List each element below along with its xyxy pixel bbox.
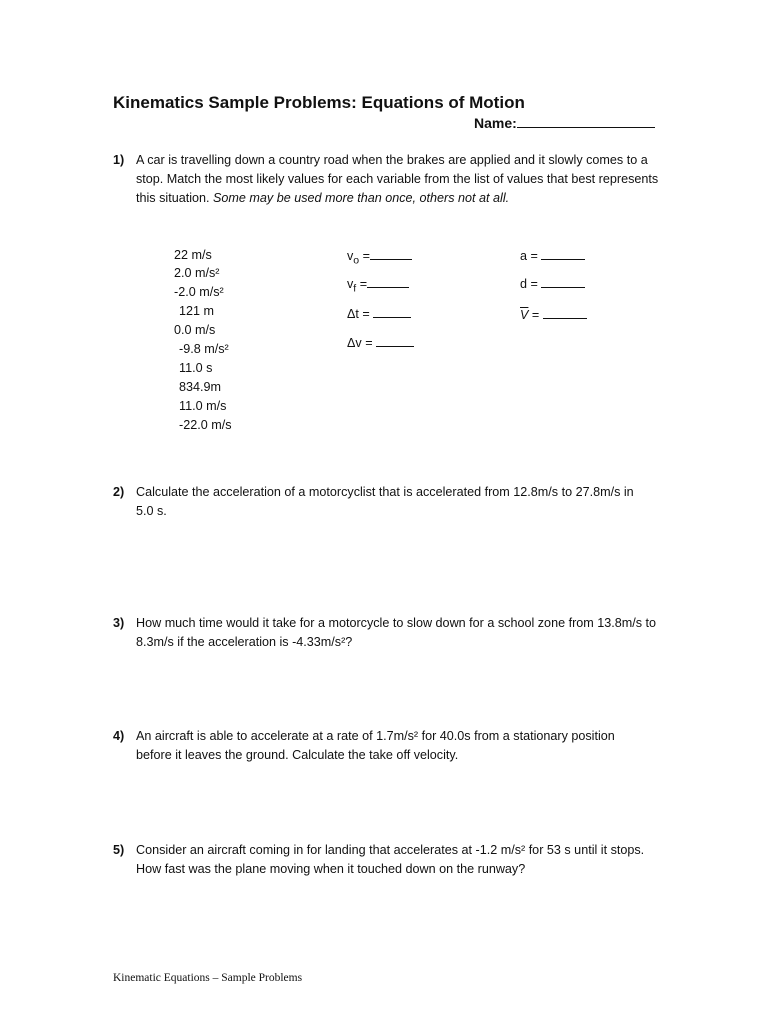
var-vf-eq: = [356,277,368,291]
var-a [520,248,585,263]
value-item: 2.0 m/s² [174,266,220,280]
question-text: Calculate the acceleration of a motorcyclist that is accelerated from 12.8m/s to 27.8m/s in 5.0 s. [136,485,634,518]
var-delta-t-label: Δt = [347,307,370,321]
var-d [520,276,585,291]
page-footer: Kinematic Equations – Sample Problems [113,972,303,984]
name-field [474,114,655,131]
var-vo-blank[interactable] [370,248,412,260]
question-number: 2) [113,485,125,499]
var-a-label: a = [520,249,538,263]
value-item: 22 m/s [174,248,212,262]
question-text: How much time would it take for a motorcycle to slow down for a school zone from 13.8m/s to 8.3m/s if the acceleration is -4.33m/s²? [136,616,657,649]
var-v-average-base: $\overline{V}$ [520,308,529,322]
var-v-average-eq: = [528,308,540,322]
page-title: Kinematics Sample Problems: Equations of Motion [113,93,525,112]
question-text: Consider an aircraft coming in for landing that accelerates at -1.2 m/s² for 53 s until it stops. How fast was the plane moving when it touched down on the runway? [136,843,645,876]
value-item: 834.9m [179,380,222,394]
value-item: 121 m [179,304,215,318]
var-vf-blank[interactable] [367,276,409,288]
name-label: Name: [474,115,517,131]
question-text: An aircraft is able to accelerate at a rate of 1.7m/s² for 40.0s from a stationary position before it leaves the ground. Calculate the take off velocity. [136,729,615,762]
var-delta-v-label: Δv = [347,336,373,350]
var-delta-t-blank[interactable] [373,306,411,318]
var-vf-sub: f [353,282,357,295]
value-item: -22.0 m/s [179,418,232,432]
var-vf [347,276,409,295]
value-item: -9.8 m/s² [179,342,229,356]
value-item: 11.0 m/s [179,399,227,413]
value-item: 11.0 s [179,361,213,375]
var-vo-eq: = [359,249,370,263]
question-number: 5) [113,843,125,857]
var-vo-sub: o [353,254,360,267]
question-text [136,151,666,208]
var-a-blank[interactable] [541,248,585,260]
value-item: 0.0 m/s [174,323,216,337]
var-vf-base: v [347,277,354,291]
var-d-label: d = [520,277,538,291]
question-number: 3) [113,616,125,630]
var-v-average-blank[interactable] [543,307,587,319]
question-number: 1) [113,153,125,167]
var-delta-v-blank[interactable] [376,335,414,347]
var-delta-t [347,306,411,321]
value-item: -2.0 m/s² [174,285,224,299]
question-number: 4) [113,729,125,743]
var-vo-base: v [347,249,354,263]
var-v-average [520,307,587,322]
question-1-text: A car is travelling down a country road when the brakes are applied and it slowly comes to a stop. Match the most likely values for each variable from the list of values that best represents this situation. [136,153,659,205]
question-1-note: Some may be used more than once, others not at all. [213,191,510,205]
var-d-blank[interactable] [541,276,585,288]
var-delta-v [347,335,414,350]
name-blank[interactable] [517,114,655,128]
var-vo [347,248,412,267]
